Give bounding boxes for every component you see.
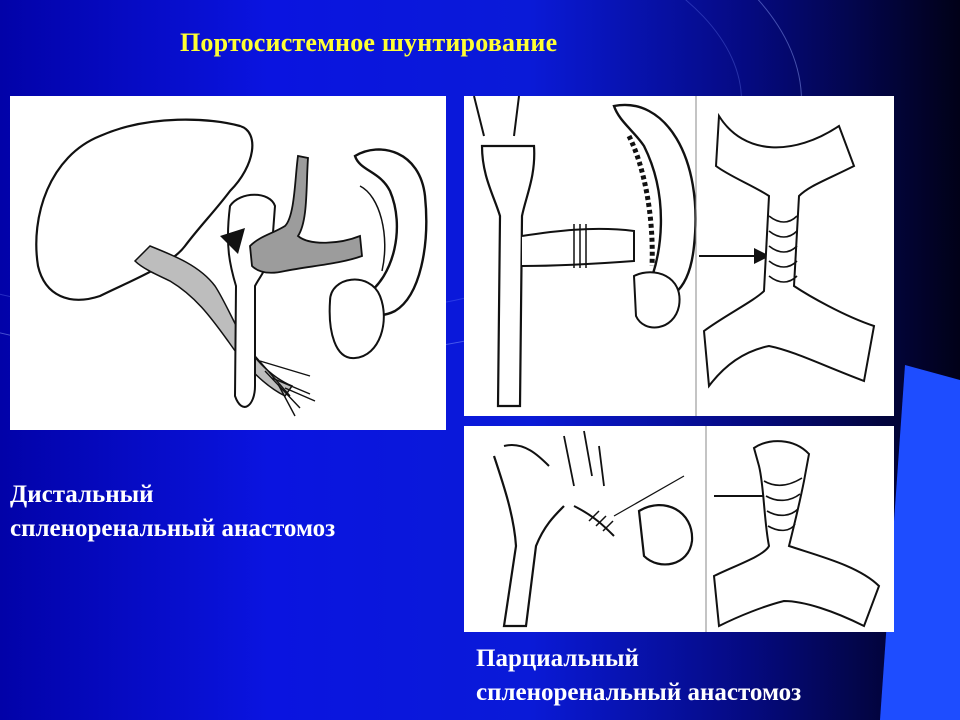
partial-caption-line-2: спленоренальный анастомоз [476,679,802,706]
distal-caption-line-1: Дистальный [10,481,154,508]
distal-shunt-illustration [10,96,446,430]
partial-caption-line-1: Парциальный [476,645,639,672]
partial-shunt-caption [476,642,801,710]
partial-shunt-illustration-bottom [464,426,894,632]
slide-title: Портосистемное шунтирование [180,28,558,57]
partial-shunt-illustration-top [464,96,894,416]
distal-caption-line-2: спленоренальный анастомоз [10,515,336,542]
distal-shunt-caption [10,478,335,546]
